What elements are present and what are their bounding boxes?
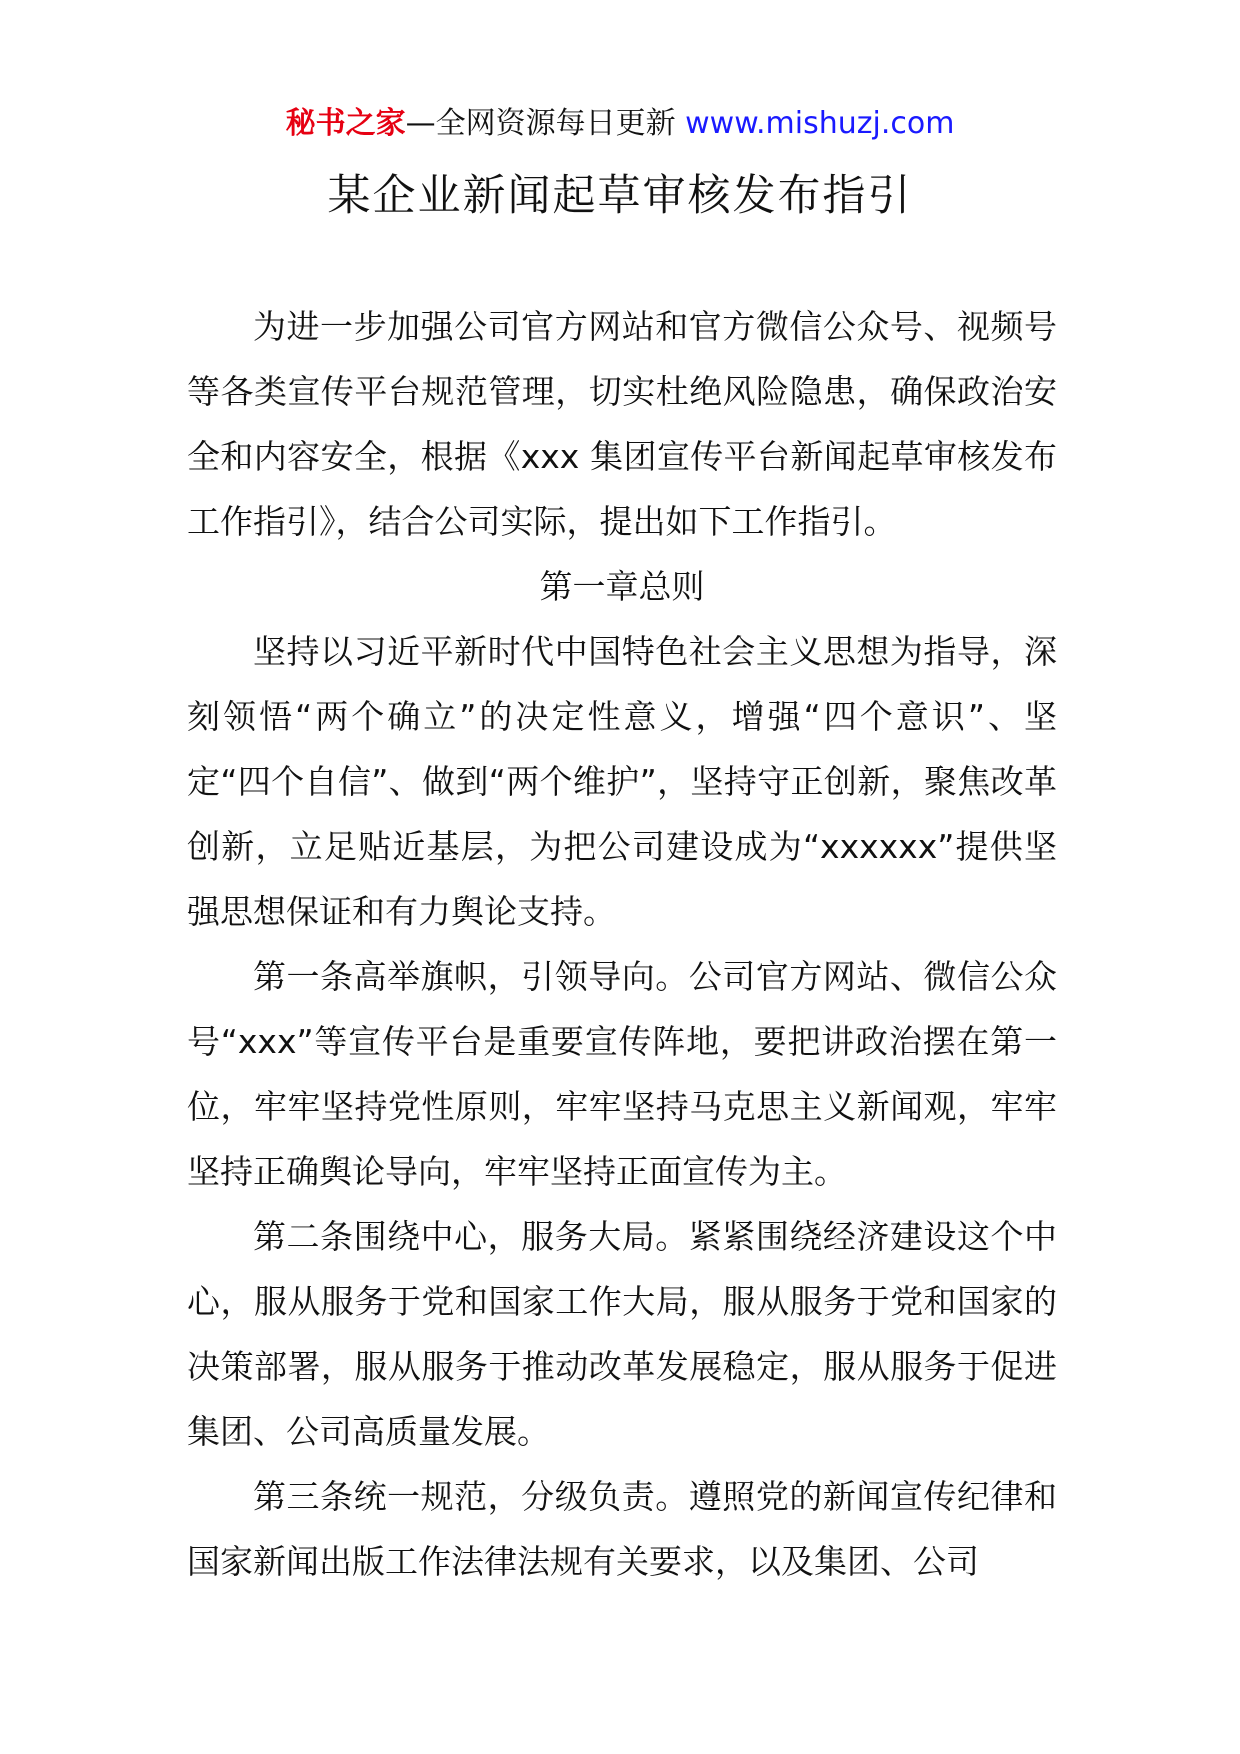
site-url-link[interactable]: www.mishuzj.com bbox=[685, 106, 955, 141]
document-body bbox=[187, 294, 1057, 1594]
article-paragraph-1: 第一条高举旗帜，引领导向。公司官方网站、微信公众号“xxx”等宣传平台是重要宣传阵地，要把讲政治摆在第一位，牢牢坚持党性原则，牢牢坚持马克思主义新闻观，牢牢坚持正确舆论导向，牢牢坚持正面宣传为主。 bbox=[187, 957, 1057, 1191]
chapter-heading: 第一章总则 bbox=[539, 567, 705, 606]
body-paragraph: 坚持以习近平新时代中国特色社会主义思想为指导，深刻领悟“两个确立”的决定性意义，增强“四个意识”、坚定“四个自信”、做到“两个维护”，坚持守正创新，聚焦改革创新，立足贴近基层，为把公司建设成为“xxxxxx”提供坚强思想保证和有力舆论支持。 bbox=[187, 632, 1057, 931]
document-title: 某企业新闻起草审核发布指引 bbox=[327, 171, 913, 221]
intro-paragraph: 为进一步加强公司官方网站和官方微信公众号、视频号等各类宣传平台规范管理，切实杜绝风险隐患，确保政治安全和内容安全，根据《xxx 集团宣传平台新闻起草审核发布工作指引》，结合公司实际，提出如下工作指引。 bbox=[187, 307, 1057, 541]
article-paragraph-2: 第二条围绕中心，服务大局。紧紧围绕经济建设这个中心，服从服务于党和国家工作大局，服从服务于党和国家的决策部署，服从服务于推动改革发展稳定，服从服务于促进集团、公司高质量发展。 bbox=[187, 1217, 1057, 1451]
article-paragraph-3: 第三条统一规范，分级负责。遵照党的新闻宣传纪律和国家新闻出版工作法律法规有关要求，以及集团、公司 bbox=[187, 1477, 1057, 1581]
site-banner bbox=[0, 104, 1240, 144]
banner-tagline: —全网资源每日更新 bbox=[405, 106, 686, 141]
brand-name: 秘书之家 bbox=[285, 106, 406, 141]
